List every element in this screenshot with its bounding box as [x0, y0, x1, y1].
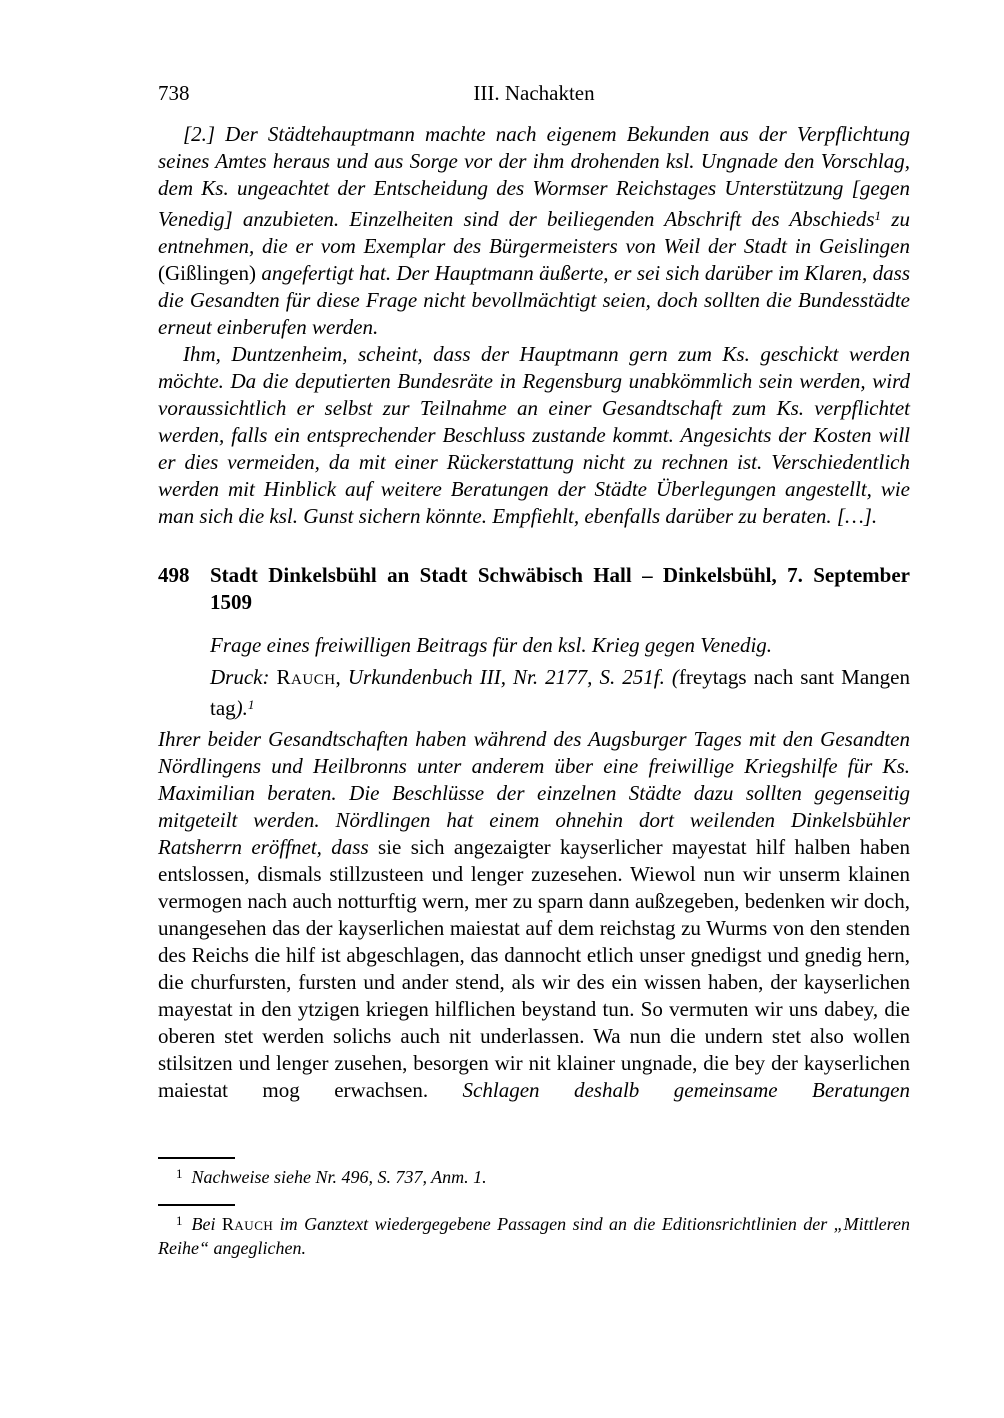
- text-run: freytags nach sant Mangen tag: [210, 665, 910, 720]
- text-run: Rauch: [221, 1214, 274, 1234]
- text-run: Urkundenbuch III, Nr. 2177, S. 251f. (: [347, 665, 679, 689]
- page-number: 738: [158, 81, 190, 105]
- footnote-text: [158, 1214, 910, 1258]
- entry-summary: Frage eines freiwilligen Beitrags für den ksl. Krieg gegen Venedig.: [210, 633, 773, 657]
- running-head: [158, 80, 910, 107]
- entry-heading: [158, 562, 910, 616]
- text-run: Ihrer beider Gesandtschaften haben während des Augsburger Tages mit den Gesandten Nördlingens und Heilbronns unter anderem über eine freiwillige Kriegshilfe für Ks. Maximilian beraten. Die Beschlüsse der einzelnen Städte dazu sollten gegenseitig mitgeteilt werden. Nördlingen hat einem ohnehin dort weilenden Dinkelsbühler Ratsherrn eröffnet, dass: [158, 727, 910, 859]
- text-run: Schlagen deshalb gemeinsame Beratungen: [462, 1078, 910, 1102]
- text-run: [2.] Der Städtehauptmann machte nach eigenem Bekunden aus der Verpflichtung seines Amtes heraus und aus Sorge vor der ihm drohenden ksl. Ungnade den Vorschlag, dem Ks. ungeachtet der Entscheidung des Wormser Reichstages Unterstützung [gegen Venedig] anzubieten. Einzelheiten sind der beiliegenden Abschrift des Abschieds: [158, 122, 910, 231]
- text-block: [158, 80, 910, 1104]
- text-run: ,: [335, 665, 348, 689]
- footnote-marker: 1: [176, 1166, 183, 1181]
- entry-title: Stadt Dinkelsbühl an Stadt Schwäbisch Hall – Dinkelsbühl, 7. September 1509: [210, 563, 910, 614]
- footnote-text: [192, 1167, 487, 1187]
- section-title: III. Nachakten: [473, 81, 595, 105]
- text-run: zu entnehmen, die er vom Exemplar des Bürgermeisters von Weil der Stadt in Geislingen: [158, 207, 910, 258]
- entry-source-line: [210, 664, 910, 722]
- text-run: Ihm, Duntzenheim, scheint, dass der Hauptmann gern zum Ks. geschickt werden möchte. Da die deputierten Bundesräte in Regensburg unabkömmlich sein werden, wird voraussichtlich er selbst zur Teilnahme an einer Gesandtschaft zum Ks. verpflichtet werden, falls ein entsprechender Beschluss zustande kommt. Angesichts der Kosten will er dies vermeiden, da mit einer Rückerstattung nicht zu rechnen ist. Verschiedentlich werden mit Hinblick auf weitere Beratungen der Städte Überlegungen angestellt, wie man sich die ksl. Gunst sichern könnte. Empfiehlt, ebenfalls darüber zu beraten. […].: [158, 342, 910, 528]
- footnote-rule: [158, 1157, 235, 1159]
- text-run: Rauch: [276, 665, 336, 689]
- text-run: 1: [874, 208, 882, 223]
- footnote-area: [158, 1150, 910, 1418]
- footnote: [158, 1209, 910, 1260]
- footnote: [158, 1162, 910, 1189]
- text-run: Druck:: [210, 665, 277, 689]
- regest-paragraph: [158, 341, 910, 530]
- text-run: Bei: [191, 1214, 222, 1234]
- text-run: im Ganztext wiedergegebene Passagen sind an die Editionsrichtlinien der „Mittleren Reihe“ angeglichen.: [158, 1214, 910, 1258]
- entry-number: 498: [158, 563, 190, 587]
- text-run: Nachweise siehe Nr. 496, S. 737, Anm. 1.: [191, 1167, 487, 1187]
- entry-body-text: [158, 726, 910, 1104]
- text-run: (Gißlingen): [158, 261, 256, 285]
- footnote-marker: 1: [176, 1213, 183, 1228]
- text-run: 1: [247, 697, 255, 712]
- regest-paragraph: [158, 121, 910, 341]
- text-run: angefertigt hat. Der Hauptmann äußerte, er sei sich darüber im Klaren, dass die Gesandten für diese Frage nicht bevollmächtigt seien, doch sollten die Bundesstädte erneut einberufen werden.: [158, 261, 910, 339]
- text-run: ).: [235, 696, 248, 720]
- text-run: sie sich angezaigter kayserlicher mayestat hilf halben haben entslossen, dismals stillzusteen und lenger zuzesehen. Wiewol nun wir unserm klainen vermogen nach auch notturftig wern, mer zu sparn dann außzegeben, bedenken wir doch, unangesehen das der kayserlichen maiestat auf dem reichstag zu Wurms von den stenden des Reichs die hilf ist abgeschlagen, das dannocht etlich unser gnedigst und gnedig hern, die churfursten, fursten und ander stend, als wir des ein wissen haben, der kayserlichen mayestat in den ytzigen kriegen hilflichen beystand tun. So vermuten wir uns dabey, die oberen stet werden solichs auch nit underlassen. Wa nun die undern stet also wollen stilsitzen und lenger zusehen, besorgen wir nit klainer ungnade, die bey der kayserlichen maiestat mog erwachsen.: [158, 835, 910, 1102]
- footnote-rule: [158, 1204, 235, 1206]
